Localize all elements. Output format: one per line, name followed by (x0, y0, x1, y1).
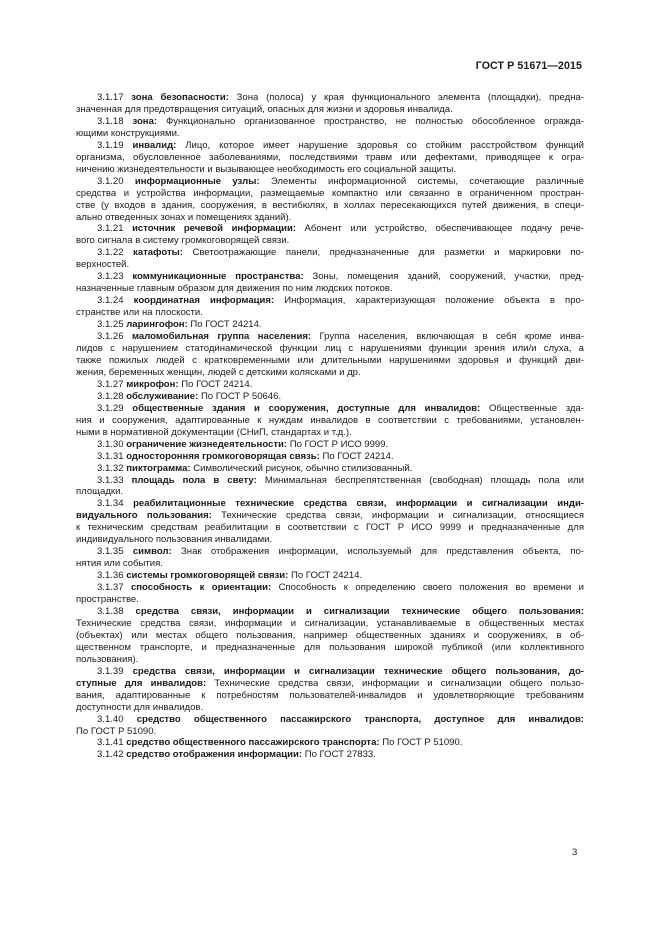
entry-text: Светоотражающие панели, предназначенные для разметки и маркировки по- (182, 247, 584, 259)
entry-text: Способность к определению своего положения во времени и (271, 582, 585, 594)
entry-line: странстве или на плоскости. (76, 307, 203, 319)
definition-entry (76, 271, 584, 295)
page-number: 3 (572, 847, 578, 858)
entry-line: доступности для инвалидов. (76, 701, 204, 713)
entry-line: ально отведенных зонах и помещениях зданий). (76, 211, 292, 223)
entry-line: нятия или события. (76, 558, 163, 570)
entry-term: средство общественного пассажирского транспорта, доступное для инвалидов: (136, 713, 584, 725)
entry-term: средства связи, информации и сигнализации технические общего пользования: (135, 605, 585, 617)
entry-text: Знак отображения информации, используемый для представления объекта, по- (171, 546, 584, 558)
entry-first-line (76, 403, 584, 415)
definition-entry (76, 176, 584, 224)
entry-first-line (76, 749, 584, 761)
entry-line: площадки. (76, 486, 124, 498)
entry-number: 3.1.30 (97, 438, 127, 450)
entry-term: способность к ориентации: (130, 582, 272, 594)
entry-text: Абонент или устройство, обеспечивающее подачу рече- (296, 223, 584, 235)
entry-number: 3.1.28 (97, 390, 127, 402)
entry-term: системы громкоговорящей связи: (126, 570, 289, 582)
entry-line (76, 678, 584, 690)
definition-entry (76, 749, 584, 761)
entry-number: 3.1.39 (97, 665, 133, 677)
entry-text: По ГОСТ Р ИСО 9999. (287, 438, 389, 450)
entry-term-continued: видуального пользования: (76, 510, 222, 522)
entry-text: По ГОСТ Р 50646. (198, 390, 282, 402)
entry-text: По ГОСТ 24214. (178, 378, 253, 390)
entry-first-line (76, 223, 584, 235)
entry-line: щественном транспорте, и предназначенные для пользования широкой публикой (или коллективного (76, 641, 584, 653)
entry-line: Технические средства связи, информации и сигнализации, устанавливаемые в общественных местах (76, 617, 584, 629)
entry-number: 3.1.22 (97, 247, 134, 259)
entry-number: 3.1.36 (97, 570, 127, 582)
entry-number: 3.1.20 (97, 175, 135, 187)
entry-text: Лицо, которое имеет нарушение здоровья со стойким расстройством функций (176, 139, 584, 151)
entry-number: 3.1.17 (97, 92, 132, 103)
entry-first-line (76, 463, 584, 475)
entry-term: символ: (132, 546, 172, 558)
definition-entry (76, 498, 584, 546)
definitions-list (76, 92, 584, 761)
entry-term: ограничение жизнедеятельности: (126, 438, 288, 450)
definition-entry (76, 475, 584, 499)
entry-text: Информация, характеризующая положение объекта в про- (274, 295, 584, 307)
entry-text: Технические средства связи, информации и сигнализации общего пользо- (214, 677, 584, 689)
definition-entry (76, 391, 584, 403)
entry-first-line (76, 247, 584, 259)
entry-first-line (76, 475, 584, 487)
entry-number: 3.1.42 (97, 749, 127, 761)
entry-term: общественные здания и сооружения, доступные для инвалидов: (132, 402, 481, 414)
entry-term: средства связи, информации и сигнализации технические общего пользования, до- (132, 665, 584, 677)
entry-line: верхностей. (76, 259, 130, 271)
entry-number: 3.1.18 (97, 115, 133, 127)
entry-line: также пожилых людей с кратковременными или длительными нарушениями здоровья и функций дви- (76, 354, 584, 366)
entry-line: жения, беременных женщин, людей с детскими колясками и др. (76, 366, 361, 378)
entry-line: значенная для предотвращения ситуаций, опасных для жизни и здоровья инвалида. (76, 103, 453, 115)
entry-term: микрофон: (126, 378, 179, 390)
entry-number: 3.1.41 (97, 737, 127, 749)
entry-text: Символический рисунок, обычно стилизованный. (190, 462, 413, 474)
entry-number: 3.1.31 (97, 450, 127, 462)
entry-first-line (76, 606, 584, 618)
entry-term: реабилитационные технические средства связи, информации и сигнализации инди- (133, 498, 584, 510)
entry-first-line (76, 439, 584, 451)
definition-entry (76, 463, 584, 475)
definition-entry (76, 379, 584, 391)
entry-term: зона безопасности: (131, 92, 229, 103)
entry-number: 3.1.21 (97, 223, 133, 235)
definition-entry (76, 331, 584, 379)
entry-number: 3.1.26 (97, 331, 132, 343)
entry-text: Общественные зда- (480, 402, 584, 414)
entry-term: обслуживание: (126, 390, 199, 402)
entry-first-line (76, 140, 584, 152)
entry-first-line (76, 391, 584, 403)
entry-number: 3.1.32 (97, 462, 127, 474)
entry-number: 3.1.25 (97, 319, 127, 331)
entry-line: организма, обусловленное заболеваниями, последствиями травм или дефектами, приводящее к огра- (76, 151, 584, 163)
entry-number: 3.1.27 (97, 378, 127, 390)
entry-line: (объектах) или местах общего пользования, например общественных зданиях и сооружениях, в об- (76, 629, 584, 641)
entry-line: средства и устройства информации, размещаемые компактно или связанно в ограниченном простран- (76, 187, 584, 199)
entry-text: Минимальная беспрепятственная (свободная) площадь пола или (256, 474, 584, 486)
entry-line: ными в нормативной документации (СНиП, стандартах и т.д.). (76, 426, 352, 438)
definition-entry (76, 582, 584, 606)
entry-line: лидов с нарушением статодинамической функции лиц с нарушениями функции зрения или/и слуха, а (76, 343, 584, 355)
entry-line: к техническим средствам реабилитации в соответствии с ГОСТ Р ИСО 9999 и предназначенные для (76, 522, 584, 534)
definition-entry (76, 295, 584, 319)
entry-first-line (76, 451, 584, 463)
entry-number: 3.1.40 (97, 713, 137, 725)
definition-entry (76, 606, 584, 666)
entry-term: пиктограмма: (126, 462, 191, 474)
entry-first-line (76, 666, 584, 678)
entry-term: источник речевой информации: (132, 223, 296, 235)
entry-first-line (76, 582, 584, 594)
entry-first-line (76, 295, 584, 307)
definition-entry (76, 546, 584, 570)
entry-text: Группа населения, включающая в себя кроме инва- (311, 331, 584, 343)
entry-first-line (76, 546, 584, 558)
entry-line: стве (у входов в здания, сооружения, в вестибюлях, в холлах пересекающихся путей движения, в специ- (76, 199, 584, 211)
entry-first-line (76, 319, 584, 331)
definition-entry (76, 439, 584, 451)
entry-line: пространстве. (76, 594, 139, 606)
entry-text: По ГОСТ Р 51090. (379, 737, 463, 749)
entry-first-line (76, 714, 584, 726)
entry-term: средство отображения информации: (126, 749, 303, 761)
entry-term-continued: ступные для инвалидов: (76, 677, 215, 689)
definition-entry (76, 666, 584, 714)
definition-entry (76, 223, 584, 247)
entry-text: По ГОСТ 24214. (187, 319, 262, 331)
entry-line: вого сигнала в систему громкоговорящей связи. (76, 235, 290, 247)
entry-first-line (76, 116, 584, 128)
entry-number: 3.1.38 (97, 605, 136, 617)
entry-term: средство общественного пассажирского транспорта: (126, 737, 380, 749)
definition-entry (76, 451, 584, 463)
entry-first-line (76, 176, 584, 188)
entry-line: вания, адаптированные к потребностям пользователей-инвалидов и удовлетворяющие требованиям (76, 689, 584, 701)
entry-text: Элементы информационной системы, сочетающие различные (259, 175, 584, 187)
entry-number: 3.1.35 (97, 546, 133, 558)
definition-entry (76, 319, 584, 331)
entry-number: 3.1.19 (97, 139, 133, 151)
entry-line: По ГОСТ Р 51090. (76, 725, 157, 737)
entry-line: пользования). (76, 653, 139, 665)
entry-first-line (76, 271, 584, 283)
entry-line: индивидуального пользования инвалидами. (76, 534, 273, 546)
entry-term: односторонняя громкоговорящая связь: (126, 450, 320, 462)
entry-line: ющими конструкциями. (76, 127, 180, 139)
entry-first-line (76, 92, 584, 104)
definition-entry (76, 140, 584, 176)
entry-term: зона: (132, 115, 158, 127)
entry-term: коммуникационные пространства: (132, 271, 304, 283)
document-header: ГОСТ Р 51671—2015 (475, 60, 582, 72)
entry-number: 3.1.34 (97, 498, 134, 510)
entry-number: 3.1.24 (97, 295, 134, 307)
entry-line: ния и сооружения, адаптированные к нуждам инвалидов в соответствии с требованиями, установлен- (76, 414, 584, 426)
definition-entry (76, 737, 584, 749)
entry-text: Технические средства связи, информации и сигнализации, относящиеся (221, 510, 584, 522)
entry-term: информационные узлы: (134, 175, 260, 187)
definition-entry (76, 92, 584, 116)
definition-entry (76, 714, 584, 738)
entry-first-line (76, 379, 584, 391)
entry-number: 3.1.37 (97, 582, 131, 594)
entry-term: катафоты: (133, 247, 183, 259)
entry-text: Функционально организованное пространство, не полностью обособленное огражда- (157, 115, 584, 127)
entry-number: 3.1.29 (97, 402, 133, 414)
definition-entry (76, 570, 584, 582)
entry-term: ларингофон: (126, 319, 188, 331)
entry-text: Зоны, помещения зданий, сооружений, участки, пред- (303, 271, 584, 283)
entry-text: Зона (полоса) у края функционального элемента (площадки), предна- (228, 92, 584, 103)
entry-term: маломобильная группа населения: (132, 331, 312, 343)
entry-term: площадь пола в свету: (131, 474, 257, 486)
definition-entry (76, 403, 584, 439)
entry-number: 3.1.33 (97, 474, 132, 486)
entry-term: координатная информация: (133, 295, 275, 307)
entry-first-line (76, 498, 584, 510)
entry-line: назначенные главным образом для движения по ним людских потоков. (76, 283, 393, 295)
definition-entry (76, 247, 584, 271)
entry-text: По ГОСТ 27833. (302, 749, 376, 761)
entry-line (76, 510, 584, 522)
definition-entry (76, 116, 584, 140)
entry-first-line (76, 737, 584, 749)
entry-first-line (76, 331, 584, 343)
entry-text: По ГОСТ 24214. (288, 570, 363, 582)
entry-term: инвалид: (132, 139, 177, 151)
entry-line: ничению жизнедеятельности и вызывающее необходимость его социальной защиты. (76, 163, 457, 175)
entry-text: По ГОСТ 24214. (319, 450, 394, 462)
entry-first-line (76, 570, 584, 582)
entry-number: 3.1.23 (97, 271, 133, 283)
